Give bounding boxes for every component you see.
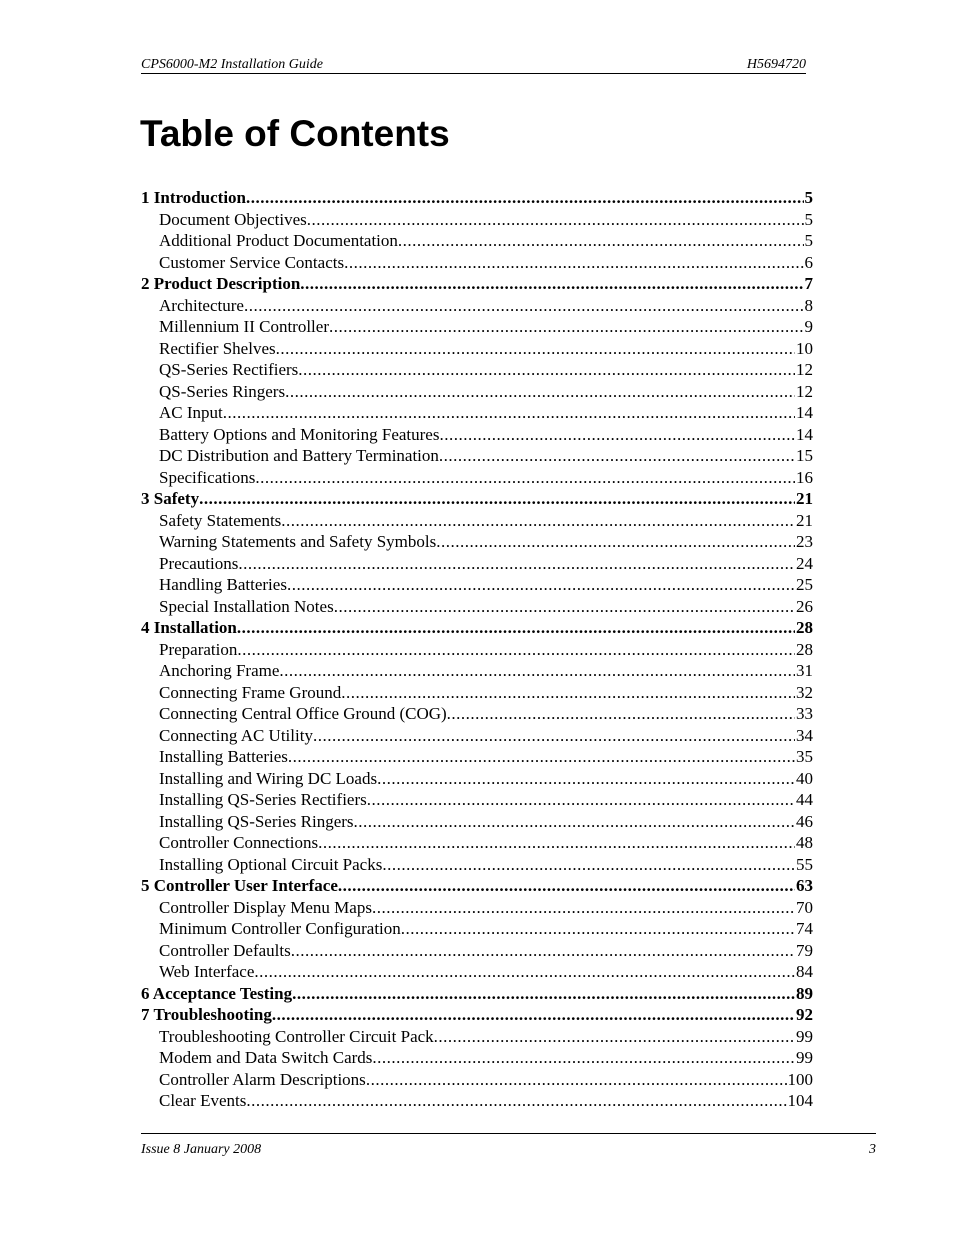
dot-leader (372, 1047, 795, 1069)
toc-entry-page: 55 (796, 854, 813, 874)
toc-section-entry[interactable] (141, 961, 813, 983)
toc-entry-title: Controller Alarm Descriptions (159, 1069, 366, 1089)
toc-section-entry[interactable] (141, 467, 813, 489)
toc-section-entry[interactable] (141, 768, 813, 790)
toc-entry-title: Connecting AC Utility (159, 725, 313, 745)
toc-section-entry[interactable] (141, 725, 813, 747)
toc-entry-title: Clear Events (159, 1091, 247, 1110)
toc-entry-title: 2 Product Description (141, 274, 301, 293)
toc-entry-title: Warning Statements and Safety Symbols (159, 532, 437, 551)
toc-entry-title: 5 Controller User Interface (141, 876, 338, 895)
toc-section-entry[interactable] (141, 682, 813, 704)
toc-section-entry[interactable] (141, 338, 813, 360)
toc-entry-title: Web Interface (159, 962, 255, 981)
toc-section-entry[interactable] (141, 445, 813, 467)
dot-leader (300, 273, 803, 295)
dot-leader (367, 789, 795, 811)
toc-entry-title: Special Installation Notes (159, 596, 334, 616)
toc-entry-page: 12 (796, 381, 813, 401)
document-title: CPS6000-M2 Installation Guide (141, 57, 323, 72)
toc-chapter-entry[interactable] (141, 875, 813, 897)
toc-entry-title: Precautions (159, 553, 239, 573)
toc-section-entry[interactable] (141, 596, 813, 618)
toc-section-entry[interactable] (141, 811, 813, 833)
toc-section-entry[interactable] (141, 1026, 813, 1048)
dot-leader (401, 918, 795, 940)
toc-entry-title: Battery Options and Monitoring Features (159, 424, 440, 444)
dot-leader (329, 316, 804, 338)
toc-entry-page: 44 (796, 790, 813, 809)
dot-leader (244, 295, 804, 317)
dot-leader (287, 574, 795, 596)
toc-section-entry[interactable] (141, 1090, 813, 1112)
toc-entry-title: Troubleshooting Controller Circuit Pack (159, 1026, 434, 1046)
toc-entry-title: Handling Batteries (159, 575, 287, 594)
toc-section-entry[interactable] (141, 789, 813, 811)
dot-leader (238, 553, 795, 575)
toc-entry-title: QS-Series Ringers (159, 381, 286, 401)
dot-leader (246, 1090, 786, 1112)
toc-entry-title: Anchoring Frame (159, 661, 280, 680)
toc-entry-title: Installing Optional Circuit Packs (159, 854, 383, 874)
toc-entry-page: 34 (796, 725, 813, 745)
toc-entry-title: Document Objectives (159, 209, 307, 229)
toc-entry-title: Controller Defaults (159, 940, 291, 960)
dot-leader (382, 854, 795, 876)
toc-entry-title: Connecting Central Office Ground (COG) (159, 704, 447, 723)
dot-leader (223, 402, 795, 424)
dot-leader (338, 875, 795, 897)
dot-leader (344, 252, 803, 274)
toc-entry-page: 48 (796, 833, 813, 852)
toc-entry-page: 9 (804, 317, 813, 336)
toc-entry-page: 5 (804, 188, 813, 207)
toc-entry-title: Architecture (159, 295, 244, 315)
dot-leader (276, 338, 795, 360)
toc-entry-page: 63 (796, 876, 813, 895)
toc-entry-page: 15 (796, 446, 813, 465)
toc-entry-page: 21 (796, 489, 813, 508)
toc-chapter-entry[interactable] (141, 273, 813, 295)
dot-leader (313, 725, 795, 747)
toc-entry-page: 35 (796, 747, 813, 766)
toc-entry-page: 99 (796, 1048, 813, 1067)
toc-entry-page: 7 (804, 274, 813, 293)
toc-entry-page: 14 (796, 424, 813, 444)
dot-leader (288, 746, 795, 768)
toc-entry-title: Controller Display Menu Maps (159, 897, 372, 917)
dot-leader (436, 531, 795, 553)
toc-entry-page: 5 (804, 231, 813, 250)
toc-entry-title: Controller Connections (159, 833, 319, 852)
toc-section-entry[interactable] (141, 660, 813, 682)
toc-entry-title: Specifications (159, 467, 256, 487)
dot-leader (237, 617, 795, 639)
toc-entry-title: Customer Service Contacts (159, 252, 345, 272)
page-number: 3 (869, 1142, 876, 1157)
dot-leader (246, 187, 803, 209)
dot-leader (254, 961, 795, 983)
dot-leader (307, 209, 804, 231)
dot-leader (398, 230, 804, 252)
page-title: Table of Contents (140, 113, 450, 154)
toc-section-entry[interactable] (141, 359, 813, 381)
toc-section-entry[interactable] (141, 295, 813, 317)
dot-leader (334, 596, 795, 618)
dot-leader (281, 510, 795, 532)
toc-section-entry[interactable] (141, 832, 813, 854)
toc-entry-title: Additional Product Documentation (159, 231, 398, 250)
toc-entry-title: DC Distribution and Battery Termination (159, 446, 439, 465)
toc-section-entry[interactable] (141, 553, 813, 575)
toc-section-entry[interactable] (141, 940, 813, 962)
toc-entry-page: 24 (796, 553, 813, 573)
toc-entry-page: 40 (796, 768, 813, 788)
dot-leader (439, 445, 795, 467)
toc-entry-page: 99 (796, 1026, 813, 1046)
dot-leader (292, 983, 795, 1005)
toc-entry-page: 28 (796, 639, 813, 659)
toc-entry-title: Rectifier Shelves (159, 338, 276, 358)
toc-entry-page: 23 (796, 532, 813, 551)
toc-section-entry[interactable] (141, 1047, 813, 1069)
toc-entry-title: 1 Introduction (141, 188, 247, 207)
document-number: H5694720 (746, 57, 806, 72)
toc-section-entry[interactable] (141, 510, 813, 532)
dot-leader (272, 1004, 795, 1026)
page-footer (141, 1133, 876, 1156)
toc-section-entry[interactable] (141, 209, 813, 231)
toc-entry-page: 28 (796, 618, 813, 637)
toc-chapter-entry[interactable] (141, 1004, 813, 1026)
toc-entry-page: 25 (796, 575, 813, 594)
toc-entry-title: QS-Series Rectifiers (159, 360, 299, 379)
toc-entry-page: 33 (796, 704, 813, 723)
toc-section-entry[interactable] (141, 897, 813, 919)
toc-entry-page: 104 (787, 1091, 813, 1110)
dot-leader (341, 682, 795, 704)
toc-section-entry[interactable] (141, 1069, 813, 1091)
toc-chapter-entry[interactable] (141, 488, 813, 510)
toc-entry-page: 16 (796, 467, 813, 487)
toc-entry-title: 6 Acceptance Testing (141, 983, 293, 1003)
toc-section-entry[interactable] (141, 531, 813, 553)
toc-entry-page: 89 (796, 983, 813, 1003)
issue-date: Issue 8 January 2008 (141, 1142, 262, 1157)
toc-entry-page: 79 (796, 940, 813, 960)
toc-entry-page: 14 (796, 403, 813, 422)
toc-chapter-entry[interactable] (141, 187, 813, 209)
toc-entry-page: 21 (796, 510, 813, 530)
toc-entry-title: 3 Safety (141, 489, 200, 508)
toc-entry-title: Installing QS-Series Ringers (159, 811, 354, 831)
toc-entry-title: Minimum Controller Configuration (159, 919, 401, 938)
toc-entry-title: Modem and Data Switch Cards (159, 1048, 373, 1067)
toc-section-entry[interactable] (141, 574, 813, 596)
dot-leader (439, 424, 795, 446)
toc-entry-page: 46 (796, 811, 813, 831)
toc-section-entry[interactable] (141, 402, 813, 424)
dot-leader (372, 897, 795, 919)
toc-entry-page: 12 (796, 360, 813, 379)
toc-section-entry[interactable] (141, 252, 813, 274)
toc-entry-title: Installing and Wiring DC Loads (159, 768, 378, 788)
dot-leader (447, 703, 795, 725)
dot-leader (318, 832, 795, 854)
toc-entry-page: 74 (796, 919, 813, 938)
dot-leader (291, 940, 795, 962)
dot-leader (366, 1069, 787, 1091)
toc-entry-page: 31 (796, 661, 813, 680)
page-header (141, 56, 806, 74)
toc-entry-title: Millennium II Controller (159, 317, 329, 336)
dot-leader (298, 359, 795, 381)
toc-entry-page: 10 (796, 338, 813, 358)
dot-leader (199, 488, 795, 510)
dot-leader (354, 811, 795, 833)
toc-entry-title: Preparation (159, 639, 238, 659)
dot-leader (285, 381, 795, 403)
toc-entry-title: AC Input (159, 403, 223, 422)
toc-entry-page: 70 (796, 897, 813, 917)
toc-entry-title: Safety Statements (159, 510, 282, 530)
toc-entry-title: 7 Troubleshooting (141, 1005, 272, 1024)
toc-entry-page: 84 (796, 962, 813, 981)
toc-chapter-entry[interactable] (141, 617, 813, 639)
toc-section-entry[interactable] (141, 918, 813, 940)
toc-entry-title: Installing Batteries (159, 747, 288, 766)
toc-section-entry[interactable] (141, 746, 813, 768)
toc-entry-page: 6 (804, 252, 813, 272)
dot-leader (434, 1026, 795, 1048)
toc-section-entry[interactable] (141, 381, 813, 403)
toc-entry-page: 92 (796, 1005, 813, 1024)
toc-entry-page: 5 (804, 209, 813, 229)
dot-leader (255, 467, 795, 489)
toc-section-entry[interactable] (141, 424, 813, 446)
toc-entry-page: 8 (804, 295, 813, 315)
toc-entry-title: Installing QS-Series Rectifiers (159, 790, 367, 809)
toc-entry-title: 4 Installation (141, 618, 237, 637)
toc-entry-page: 100 (787, 1069, 813, 1089)
toc-section-entry[interactable] (141, 316, 813, 338)
dot-leader (237, 639, 795, 661)
toc-section-entry[interactable] (141, 230, 813, 252)
toc-entry-title: Connecting Frame Ground (159, 682, 342, 702)
toc-chapter-entry[interactable] (141, 983, 813, 1005)
toc-section-entry[interactable] (141, 703, 813, 725)
toc-entry-page: 26 (796, 596, 813, 616)
dot-leader (377, 768, 795, 790)
dot-leader (279, 660, 795, 682)
toc-section-entry[interactable] (141, 854, 813, 876)
toc-section-entry[interactable] (141, 639, 813, 661)
toc-entry-page: 32 (796, 682, 813, 702)
table-of-contents (141, 187, 813, 1112)
